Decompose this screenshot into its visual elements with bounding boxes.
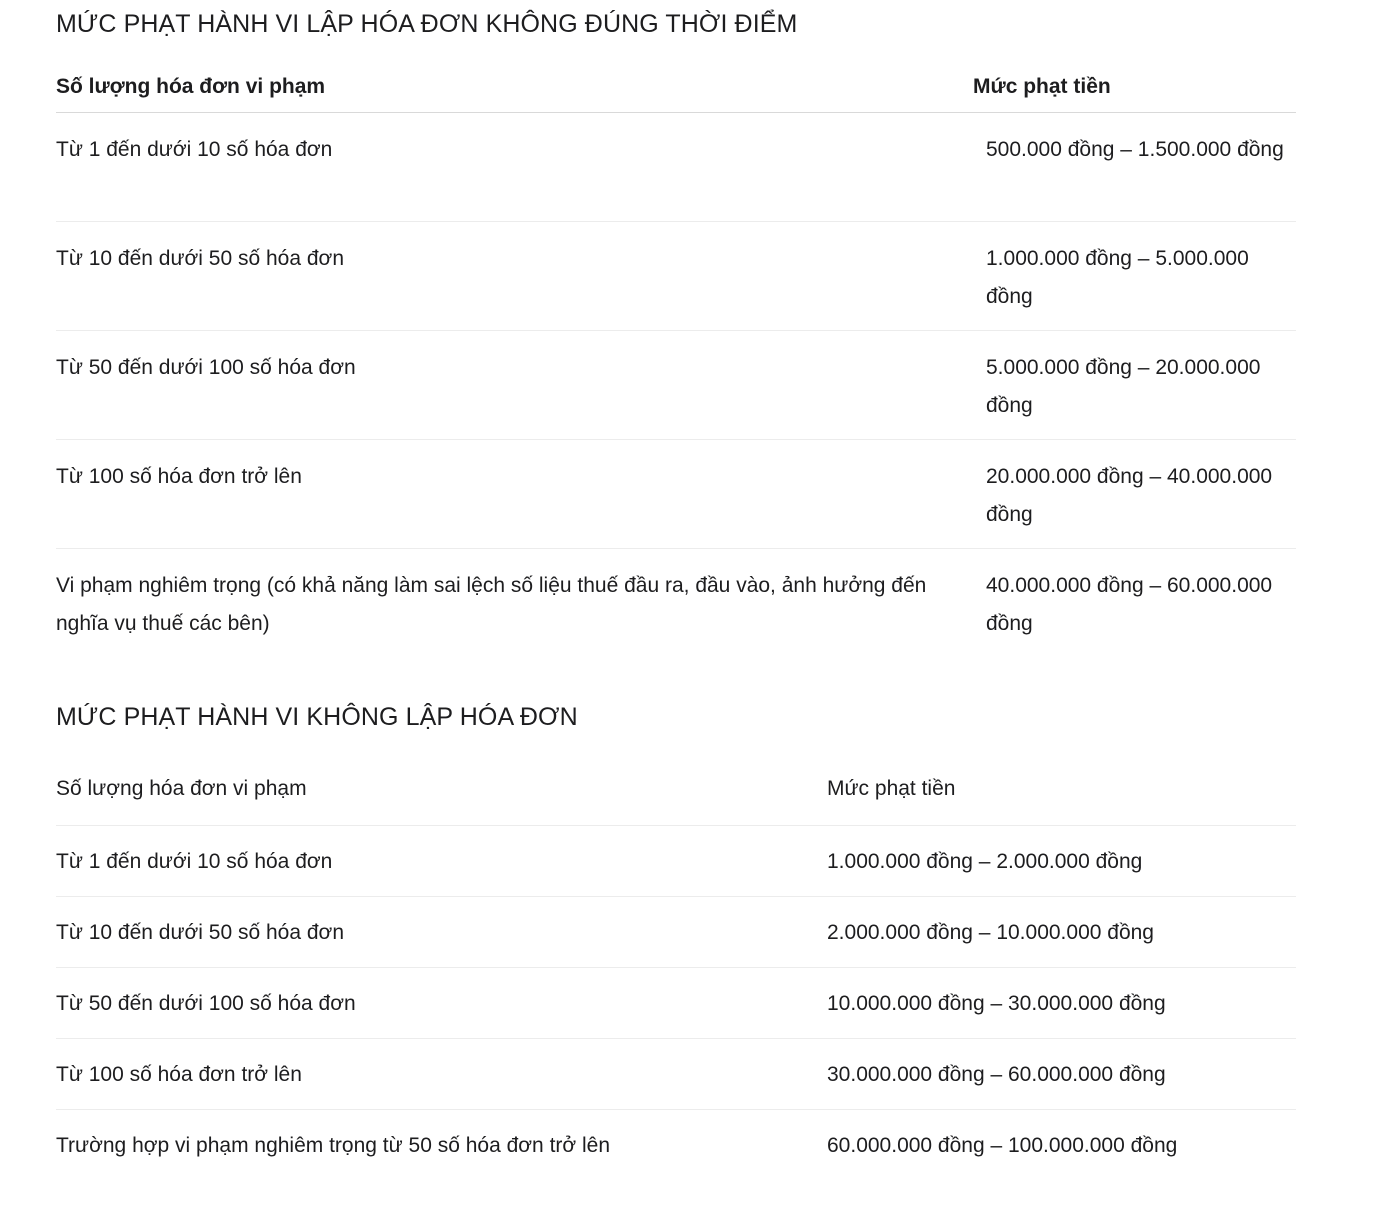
fine-table-late-invoice [56,66,1296,658]
column-header-fine: Mức phạt tiền [827,754,1296,825]
invoice-count-cell: Từ 1 đến dưới 10 số hóa đơn [56,113,973,222]
invoice-count-cell: Trường hợp vi phạm nghiêm trọng từ 50 số hóa đơn trở lên [56,1133,611,1157]
column-header-fine: Mức phạt tiền [973,66,1296,113]
column-header-invoice-count: Số lượng hóa đơn vi phạm [56,754,827,825]
fine-cell: 30.000.000 đồng – 60.000.000 đồng [827,1038,1296,1109]
fine-cell: 20.000.000 đồng – 40.000.000 đồng [973,440,1296,549]
table-row [56,113,1296,222]
fine-cell: 5.000.000 đồng – 20.000.000 đồng [973,331,1296,440]
table-row [56,440,1296,549]
invoice-count-cell: Từ 10 đến dưới 50 số hóa đơn [56,896,827,967]
table-row [56,331,1296,440]
fine-cell: 2.000.000 đồng – 10.000.000 đồng [827,896,1296,967]
fine-cell: 1.000.000 đồng – 2.000.000 đồng [827,825,1296,896]
fine-table-no-invoice [56,754,1296,1180]
fine-cell: 10.000.000 đồng – 30.000.000 đồng [827,967,1296,1038]
table-header-row [56,66,1296,113]
fine-cell: 1.000.000 đồng – 5.000.000 đồng [973,222,1296,331]
invoice-count-cell: Từ 10 đến dưới 50 số hóa đơn [56,222,973,331]
table-header-row [56,754,1296,825]
invoice-count-cell: Từ 100 số hóa đơn trở lên [56,1038,827,1109]
invoice-count-cell: Từ 100 số hóa đơn trở lên [56,440,973,549]
fine-cell: 500.000 đồng – 1.500.000 đồng [973,113,1296,222]
fine-cell: 60.000.000 đồng – 100.000.000 đồng [827,1133,1178,1157]
table-row [56,967,1296,1038]
table-row [56,549,1296,658]
invoice-count-cell: Từ 50 đến dưới 100 số hóa đơn [56,331,973,440]
fine-cell: 40.000.000 đồng – 60.000.000 đồng [986,574,1273,635]
table-row [56,222,1296,331]
section-title-late-invoice: MỨC PHẠT HÀNH VI LẬP HÓA ĐƠN KHÔNG ĐÚNG THỜI ĐIỂM [56,10,798,38]
invoice-count-cell: Từ 50 đến dưới 100 số hóa đơn [56,967,827,1038]
table-row [56,1109,1296,1180]
table-row [56,825,1296,896]
table-row [56,1038,1296,1109]
section-title-no-invoice: MỨC PHẠT HÀNH VI KHÔNG LẬP HÓA ĐƠN [56,703,578,731]
invoice-count-cell: Từ 1 đến dưới 10 số hóa đơn [56,825,827,896]
column-header-invoice-count: Số lượng hóa đơn vi phạm [56,66,973,113]
invoice-count-cell: Vi phạm nghiêm trọng (có khả năng làm sai lệch số liệu thuế đầu ra, đầu vào, ảnh hưởng đến nghĩa vụ thuế các bên) [56,574,927,635]
table-row [56,896,1296,967]
